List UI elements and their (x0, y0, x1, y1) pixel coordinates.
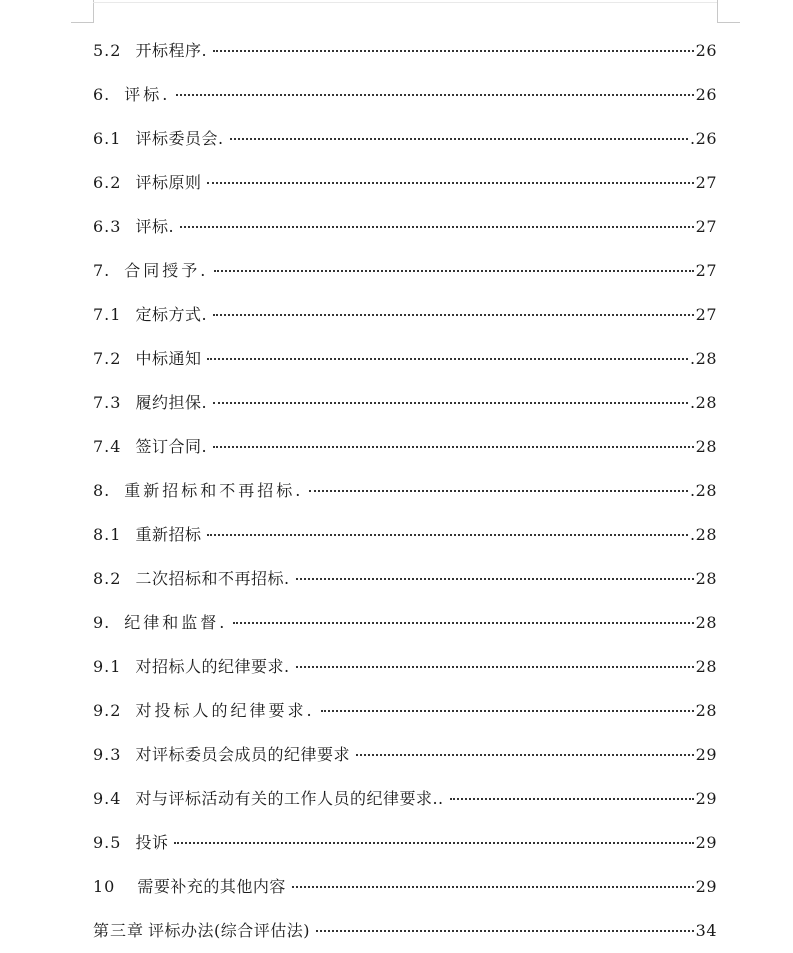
toc-dot-leader (213, 402, 688, 404)
toc-entry-page: .28 (690, 349, 717, 368)
toc-entry-6-1[interactable] (93, 117, 717, 161)
toc-entry-number: 8. (93, 481, 111, 500)
toc-entry-page: .28 (690, 393, 717, 412)
toc-entry-number: 8.1 (93, 525, 122, 544)
toc-entry-page: 26 (695, 41, 717, 60)
toc-dot-leader (356, 754, 694, 756)
toc-entry-title: 对投标人的纪律要求. (135, 701, 315, 720)
toc-entry-page: .28 (690, 525, 717, 544)
toc-entry-number: 7.4 (93, 437, 122, 456)
toc-entry-page: 28 (695, 657, 717, 676)
toc-entry-page: 28 (695, 569, 717, 588)
toc-dot-leader (174, 842, 693, 844)
crop-mark-top-right (717, 0, 740, 23)
toc-dot-leader (180, 226, 694, 228)
toc-entry-title: 对招标人的纪律要求. (135, 657, 290, 676)
toc-entry-title: 投诉 (135, 833, 169, 852)
toc-entry-title: 评标委员会. (135, 129, 224, 148)
toc-entry-number: 7. (93, 261, 111, 280)
toc-dot-leader (450, 798, 694, 800)
toc-entry-page: 27 (695, 217, 717, 236)
toc-entry-6[interactable] (93, 73, 717, 117)
table-of-contents (93, 29, 717, 953)
toc-entry-page: 26 (695, 85, 717, 104)
toc-entry-title: 对评标委员会成员的纪律要求 (135, 745, 350, 764)
toc-entry-page: 29 (695, 833, 717, 852)
toc-entry-9-2[interactable] (93, 689, 717, 733)
toc-entry-title: 评标. (124, 85, 171, 104)
toc-entry-number: 6.3 (93, 217, 122, 236)
toc-dot-leader (316, 930, 694, 932)
toc-entry-number: 9.1 (93, 657, 122, 676)
toc-dot-leader (230, 138, 689, 140)
toc-entry-8-2[interactable] (93, 557, 717, 601)
toc-entry-title: 中标通知 (135, 349, 202, 368)
toc-entry-title: 履约担保. (135, 393, 208, 412)
toc-entry-page: .26 (690, 129, 717, 148)
page-top-rule (93, 2, 717, 3)
toc-entry-title: 签订合同. (135, 437, 208, 456)
toc-entry-page: 29 (695, 745, 717, 764)
crop-mark-top-left (71, 0, 94, 23)
toc-entry-7[interactable] (93, 249, 717, 293)
toc-entry-5-2[interactable] (93, 29, 717, 73)
toc-entry-page: 28 (695, 437, 717, 456)
toc-entry-8-1[interactable] (93, 513, 717, 557)
toc-entry-number: 9. (93, 613, 111, 632)
toc-entry-title: 重新招标 (135, 525, 202, 544)
toc-dot-leader (296, 666, 694, 668)
toc-entry-7-1[interactable] (93, 293, 717, 337)
toc-entry-7-4[interactable] (93, 425, 717, 469)
toc-entry-number: 6.1 (93, 129, 122, 148)
toc-entry-title: 纪律和监督. (124, 613, 228, 632)
toc-entry-number: 9.5 (93, 833, 122, 852)
toc-entry-number: 第三章 (93, 921, 145, 940)
toc-entry-title: 定标方式. (135, 305, 208, 324)
toc-entry-title: 需要补充的其他内容 (137, 877, 286, 896)
toc-entry-9-1[interactable] (93, 645, 717, 689)
toc-entry-6-2[interactable] (93, 161, 717, 205)
toc-dot-leader (207, 182, 693, 184)
toc-entry-number: 9.2 (93, 701, 122, 720)
toc-entry-title: 评标办法(综合评估法) (148, 921, 311, 940)
toc-entry-number: 6. (93, 85, 111, 104)
toc-entry-6-3[interactable] (93, 205, 717, 249)
toc-entry-page: 34 (695, 921, 717, 940)
toc-dot-leader (309, 490, 688, 492)
toc-dot-leader (292, 886, 694, 888)
toc-entry-7-3[interactable] (93, 381, 717, 425)
toc-entry-number: 7.1 (93, 305, 122, 324)
toc-entry-number: 7.3 (93, 393, 122, 412)
toc-entry-page: 29 (695, 789, 717, 808)
toc-dot-leader (213, 50, 694, 52)
toc-entry-9-4[interactable] (93, 777, 717, 821)
toc-entry-9-3[interactable] (93, 733, 717, 777)
toc-entry-page: 29 (695, 877, 717, 896)
toc-entry-title: 重新招标和不再招标. (124, 481, 304, 500)
toc-entry-page: 28 (695, 613, 717, 632)
toc-entry-title: 评标原则 (135, 173, 202, 192)
toc-dot-leader (233, 622, 693, 624)
toc-dot-leader (213, 314, 694, 316)
toc-entry-chapter-3[interactable] (93, 909, 717, 953)
toc-entry-page: 27 (695, 305, 717, 324)
toc-entry-page: .28 (690, 481, 717, 500)
toc-dot-leader (213, 446, 694, 448)
toc-dot-leader (296, 578, 694, 580)
toc-entry-number: 9.4 (93, 789, 122, 808)
toc-entry-7-2[interactable] (93, 337, 717, 381)
toc-entry-title: 对与评标活动有关的工作人员的纪律要求.. (135, 789, 444, 808)
toc-entry-number: 7.2 (93, 349, 122, 368)
toc-entry-number: 6.2 (93, 173, 122, 192)
toc-dot-leader (321, 710, 694, 712)
toc-entry-number: 5.2 (93, 41, 122, 60)
toc-dot-leader (207, 358, 688, 360)
toc-dot-leader (214, 270, 693, 272)
toc-entry-title: 二次招标和不再招标. (135, 569, 290, 588)
toc-entry-page: 27 (695, 261, 717, 280)
toc-dot-leader (207, 534, 688, 536)
toc-entry-title: 开标程序. (135, 41, 208, 60)
toc-entry-8[interactable] (93, 469, 717, 513)
toc-entry-title: 合同授予. (124, 261, 209, 280)
toc-entry-page: 27 (695, 173, 717, 192)
toc-entry-9[interactable] (93, 601, 717, 645)
toc-dot-leader (176, 94, 693, 96)
toc-entry-9-5[interactable] (93, 821, 717, 865)
toc-entry-title: 评标. (135, 217, 175, 236)
toc-entry-number: 9.3 (93, 745, 122, 764)
toc-entry-10[interactable] (93, 865, 717, 909)
toc-entry-number: 8.2 (93, 569, 122, 588)
toc-entry-page: 28 (695, 701, 717, 720)
toc-entry-number: 10 (93, 877, 116, 896)
